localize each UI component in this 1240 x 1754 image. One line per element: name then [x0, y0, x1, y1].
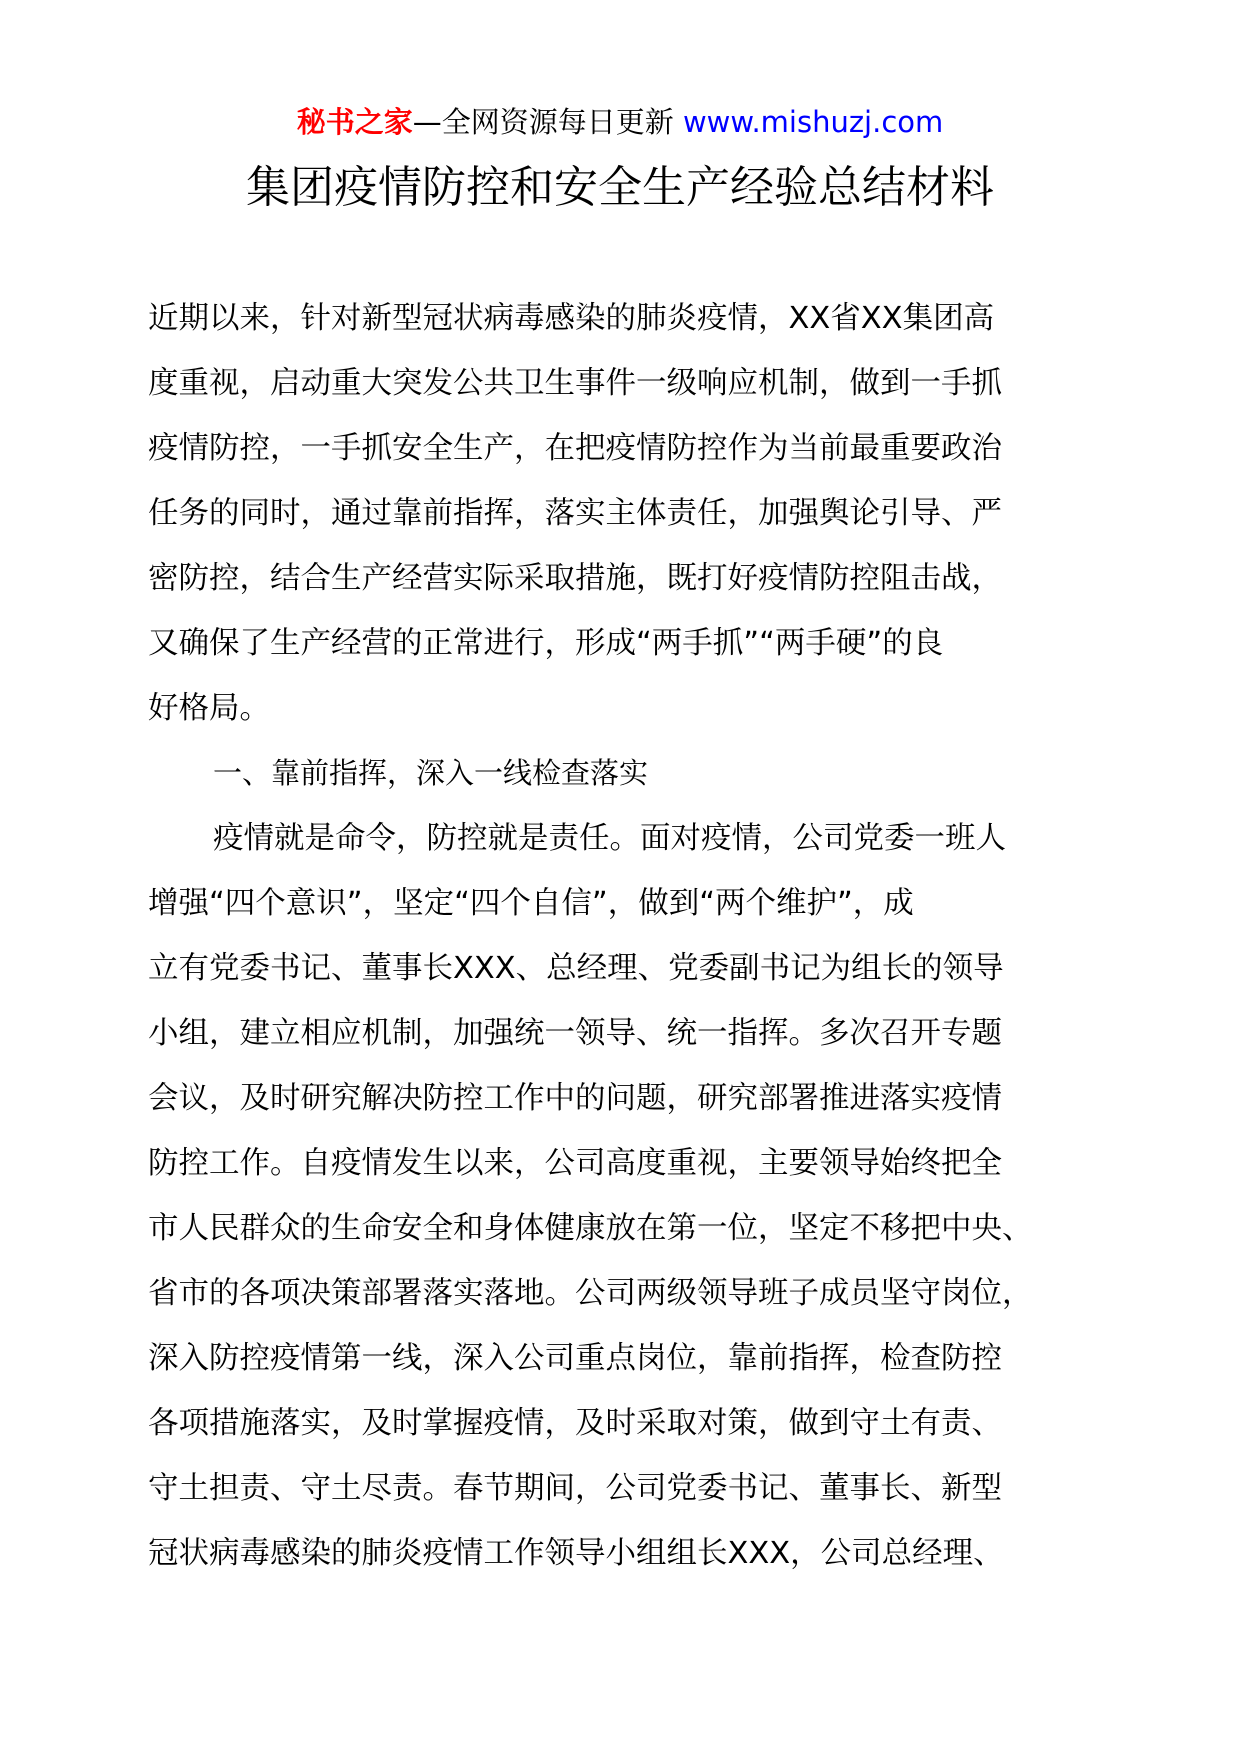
body-line: 会议，及时研究解决防控工作中的问题，研究部署推进落实疫情 — [148, 1081, 1002, 1116]
body-line: 省市的各项决策部署落实落地。公司两级领导班子成员坚守岗位， — [148, 1276, 1033, 1311]
body-line: 密防控，结合生产经营实际采取措施，既打好疫情防控阻击战， — [148, 561, 1002, 596]
body-line: 任务的同时，通过靠前指挥，落实主体责任，加强舆论引导、严 — [148, 496, 1002, 531]
body-line: 又确保了生产经营的正常进行，形成“两手抓”“两手硬”的良 — [148, 626, 944, 661]
body-line: 疫情就是命令，防控就是责任。面对疫情，公司党委一班人 — [213, 821, 1006, 856]
body-line: 守土担责、守土尽责。春节期间，公司党委书记、董事长、新型 — [148, 1471, 1002, 1506]
body-line: 立有党委书记、董事长XXX、总经理、党委副书记为组长的领导 — [148, 951, 1004, 986]
body-line: 好格局。 — [148, 691, 270, 726]
site-url-link[interactable]: www.mishuzj.com — [682, 105, 944, 139]
site-brand: 秘书之家 — [296, 105, 413, 139]
body-line: 冠状病毒感染的肺炎疫情工作领导小组组长XXX，公司总经理、 — [148, 1536, 1004, 1571]
body-line: 各项措施落实，及时掌握疫情，及时采取对策，做到守土有责、 — [148, 1406, 1002, 1441]
document-body — [148, 286, 1128, 1586]
body-line: 深入防控疫情第一线，深入公司重点岗位，靠前指挥，检查防控 — [148, 1341, 1002, 1376]
body-line: 防控工作。自疫情发生以来，公司高度重视，主要领导始终把全 — [148, 1146, 1002, 1181]
body-line: 度重视，启动重大突发公共卫生事件一级响应机制，做到一手抓 — [148, 366, 1002, 401]
section-heading: 一、靠前指挥，深入一线检查落实 — [213, 756, 649, 790]
site-slogan: —全网资源每日更新 — [412, 105, 674, 139]
body-line: 疫情防控，一手抓安全生产，在把疫情防控作为当前最重要政治 — [148, 431, 1002, 466]
document-title: 集团疫情防控和安全生产经验总结材料 — [246, 162, 994, 213]
body-line: 增强“四个意识”，坚定“四个自信”，做到“两个维护”，成 — [148, 886, 914, 921]
body-line: 小组，建立相应机制，加强统一领导、统一指挥。多次召开专题 — [148, 1016, 1002, 1051]
body-line: 市人民群众的生命安全和身体健康放在第一位，坚定不移把中央、 — [148, 1211, 1033, 1246]
body-line: 近期以来，针对新型冠状病毒感染的肺炎疫情，XX省XX集团高 — [148, 301, 995, 336]
site-header — [0, 102, 1240, 142]
